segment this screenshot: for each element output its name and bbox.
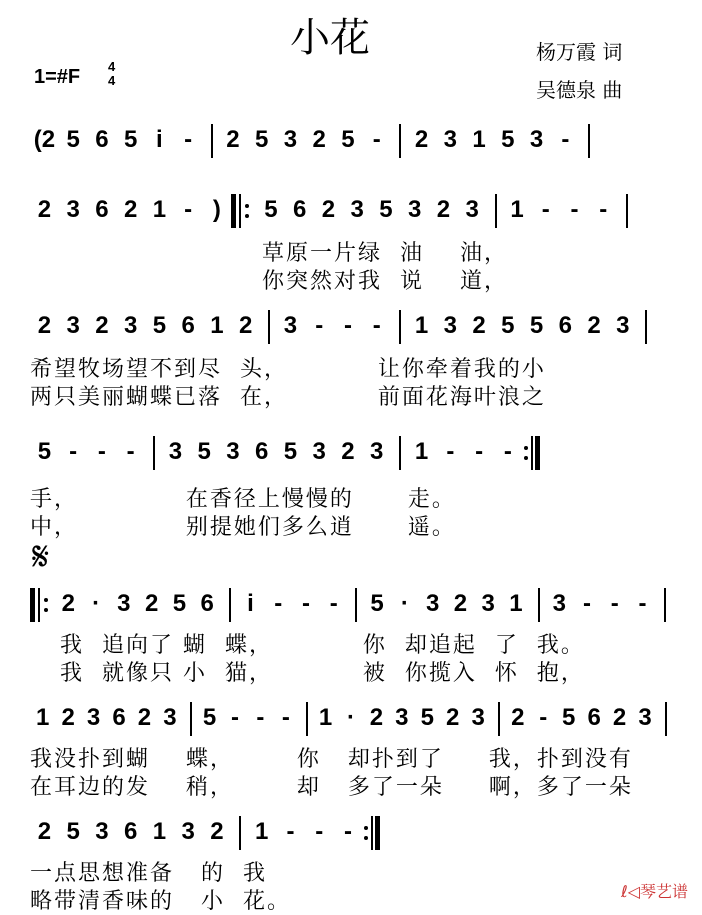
note: 3 xyxy=(181,818,195,845)
note: 3 xyxy=(465,196,479,223)
barline xyxy=(399,310,401,344)
repeat-end-sign xyxy=(522,436,547,470)
lyric-line: 在耳边的发 稍， 却 多了一朵 啊，多了一朵 xyxy=(30,775,633,800)
note: 2 xyxy=(37,312,52,339)
note: 1 xyxy=(152,196,167,223)
barline xyxy=(495,194,497,228)
note: 5 xyxy=(370,590,384,617)
note: 3 xyxy=(123,312,138,339)
dash-note: - xyxy=(97,438,106,465)
dash-note: - xyxy=(638,590,647,617)
note: 2 xyxy=(453,590,468,617)
note: 2 xyxy=(436,196,451,223)
note: 3 xyxy=(168,438,183,465)
note: 1 xyxy=(509,590,523,617)
barline xyxy=(268,310,270,344)
note: 5 xyxy=(152,312,167,339)
note: 3 xyxy=(370,438,384,465)
note: 5 xyxy=(123,126,138,153)
note: 5 xyxy=(501,312,515,339)
note: 3 xyxy=(616,312,630,339)
meter-top: 4 xyxy=(108,59,116,74)
dash-note: - xyxy=(343,818,352,845)
note: 2 xyxy=(369,704,384,731)
dash-note: - xyxy=(503,438,512,465)
note: 5 xyxy=(420,704,434,731)
note: 1 xyxy=(255,818,269,845)
barline xyxy=(229,588,231,622)
note: 2 xyxy=(414,126,429,153)
dash-note: - xyxy=(570,196,579,223)
note: 2 xyxy=(123,196,138,223)
dash-note: - xyxy=(329,590,338,617)
lyric-line: 略带清香味的 小 花。 xyxy=(30,889,291,914)
barline xyxy=(306,702,308,736)
dash-note: - xyxy=(302,590,310,617)
augmentation-dot: · xyxy=(92,590,101,617)
dash-note: - xyxy=(561,126,570,153)
note: 5 xyxy=(501,126,515,153)
note: 6 xyxy=(255,438,269,465)
segno-icon: 𝄋 xyxy=(32,534,50,580)
note: 1 xyxy=(414,438,429,465)
barline xyxy=(211,124,213,158)
dash-note: - xyxy=(372,312,381,339)
key-signature: 1=#F xyxy=(34,66,81,88)
note: 5 xyxy=(66,818,80,845)
note: 1 xyxy=(510,196,524,223)
lyric-line: 两只美丽蝴蝶已落 在， 前面花海叶浪之 xyxy=(30,385,546,410)
lyric-line: 我 追向了 蝴 蝶， 你 却追起 了 我。 xyxy=(60,633,585,658)
note: 2 xyxy=(210,818,224,845)
repeat-start-sign xyxy=(30,588,54,622)
dash-note: - xyxy=(286,818,295,845)
note: 3 xyxy=(226,438,240,465)
note: 2 xyxy=(612,704,627,731)
note: 5 xyxy=(264,196,278,223)
dash-note: - xyxy=(610,590,619,617)
watermark-logo xyxy=(621,879,688,902)
note: 6 xyxy=(200,590,214,617)
note: i xyxy=(247,590,254,617)
note: 5 xyxy=(283,438,298,465)
note: 5 xyxy=(379,196,393,223)
dash-note: - xyxy=(446,438,455,465)
note: 2 xyxy=(341,438,355,465)
note: ) xyxy=(212,196,221,223)
note: 6 xyxy=(587,704,601,731)
note: 2 xyxy=(226,126,240,153)
barline xyxy=(190,702,192,736)
barline xyxy=(588,124,590,158)
note: 3 xyxy=(395,704,409,731)
note: (2 xyxy=(33,126,56,153)
dash-note: - xyxy=(184,196,193,223)
note: 6 xyxy=(558,312,572,339)
dash-note: - xyxy=(372,126,381,153)
barline xyxy=(153,436,155,470)
note: 1 xyxy=(318,704,333,731)
logo-icon: ℓ◁ xyxy=(621,882,640,901)
note: 2 xyxy=(511,704,525,731)
note: 3 xyxy=(95,818,109,845)
note: 6 xyxy=(292,196,307,223)
note: 6 xyxy=(112,704,126,731)
note: 3 xyxy=(425,590,440,617)
note: 6 xyxy=(95,196,109,223)
note: 2 xyxy=(61,590,75,617)
note: 2 xyxy=(312,126,326,153)
note: 3 xyxy=(66,312,80,339)
dash-note: - xyxy=(583,590,592,617)
lyric-line: 希望牧场望不到尽 头， 让你牵着我的小 xyxy=(30,357,546,382)
note: 3 xyxy=(283,126,298,153)
note: 5 xyxy=(66,126,80,153)
note: 3 xyxy=(481,590,495,617)
composer-credit: 吴德泉 曲 xyxy=(536,78,623,102)
note: 3 xyxy=(407,196,422,223)
note: 1 xyxy=(414,312,429,339)
barline xyxy=(498,702,500,736)
barline xyxy=(626,194,628,228)
note: 3 xyxy=(443,312,457,339)
dash-note: - xyxy=(126,438,135,465)
song-title: 小花 xyxy=(290,15,370,61)
barline xyxy=(538,588,540,622)
dash-note: - xyxy=(69,438,78,465)
note: 1 xyxy=(152,818,167,845)
dash-note: - xyxy=(281,704,290,731)
note: 5 xyxy=(529,312,544,339)
watermark-text: 琴艺谱 xyxy=(639,882,688,901)
dash-note: - xyxy=(475,438,484,465)
dash-note: - xyxy=(343,312,352,339)
lyric-line: 我 就像只 小 猫， 被 你揽入 怀 抱， xyxy=(60,661,585,686)
note: 2 xyxy=(472,312,486,339)
lyric-line: 中， 别提她们多么逍 遥。 xyxy=(30,515,456,540)
note: 5 xyxy=(197,438,211,465)
barline xyxy=(665,702,667,736)
note: 1 xyxy=(36,704,50,731)
time-signature xyxy=(108,60,115,88)
dash-note: - xyxy=(256,704,265,731)
note: 2 xyxy=(587,312,601,339)
dash-note: - xyxy=(184,126,193,153)
note: 2 xyxy=(137,704,152,731)
dash-note: - xyxy=(274,590,283,617)
note: 2 xyxy=(238,312,253,339)
note: 5 xyxy=(341,126,355,153)
barline xyxy=(664,588,666,622)
note: 3 xyxy=(350,196,364,223)
note: 2 xyxy=(37,818,52,845)
lyric-line: 草原一片绿 油 油， xyxy=(262,241,508,266)
dash-note: - xyxy=(599,196,608,223)
note: 6 xyxy=(123,818,138,845)
augmentation-dot: · xyxy=(400,590,409,617)
note: 2 xyxy=(321,196,336,223)
note: 5 xyxy=(202,704,217,731)
note: i xyxy=(156,126,163,153)
music-line-1 xyxy=(0,124,702,184)
dash-note: - xyxy=(230,704,239,731)
note: 3 xyxy=(66,196,80,223)
note: 5 xyxy=(37,438,52,465)
note: 3 xyxy=(163,704,177,731)
barline xyxy=(399,124,401,158)
repeat-start-sign xyxy=(231,194,256,228)
note: 3 xyxy=(638,704,652,731)
note: 3 xyxy=(283,312,298,339)
repeat-end-sign xyxy=(362,816,387,850)
note: 6 xyxy=(181,312,195,339)
note: 3 xyxy=(312,438,326,465)
note: 5 xyxy=(172,590,187,617)
dash-note: - xyxy=(539,704,548,731)
note: 3 xyxy=(471,704,485,731)
note: 3 xyxy=(529,126,544,153)
barline xyxy=(645,310,647,344)
meter-bottom: 4 xyxy=(108,73,116,88)
note: 3 xyxy=(86,704,101,731)
note: 2 xyxy=(61,704,75,731)
note: 1 xyxy=(472,126,486,153)
note: 3 xyxy=(443,126,457,153)
note: 2 xyxy=(37,196,52,223)
note: 1 xyxy=(210,312,224,339)
lyric-line: 一点思想准备 的 我 xyxy=(30,861,267,886)
lyric-line: 手， 在香径上慢慢的 走。 xyxy=(30,487,456,512)
augmentation-dot: · xyxy=(346,704,355,731)
dash-note: - xyxy=(541,196,550,223)
dash-note: - xyxy=(315,818,324,845)
note: 2 xyxy=(144,590,159,617)
barline xyxy=(399,436,401,470)
note: 2 xyxy=(95,312,109,339)
note: 6 xyxy=(95,126,109,153)
note: 5 xyxy=(255,126,269,153)
lyric-line: 我没扑到蝴 蝶， 你 却扑到了 我，扑到没有 xyxy=(30,747,633,772)
note: 3 xyxy=(117,590,131,617)
note: 2 xyxy=(446,704,460,731)
note: 3 xyxy=(552,590,566,617)
barline xyxy=(239,816,241,850)
lyric-line: 你突然对我 说 道， xyxy=(262,269,508,294)
lyricist-credit: 杨万霞 词 xyxy=(536,40,623,64)
note: 5 xyxy=(562,704,576,731)
dash-note: - xyxy=(315,312,324,339)
barline xyxy=(355,588,357,622)
